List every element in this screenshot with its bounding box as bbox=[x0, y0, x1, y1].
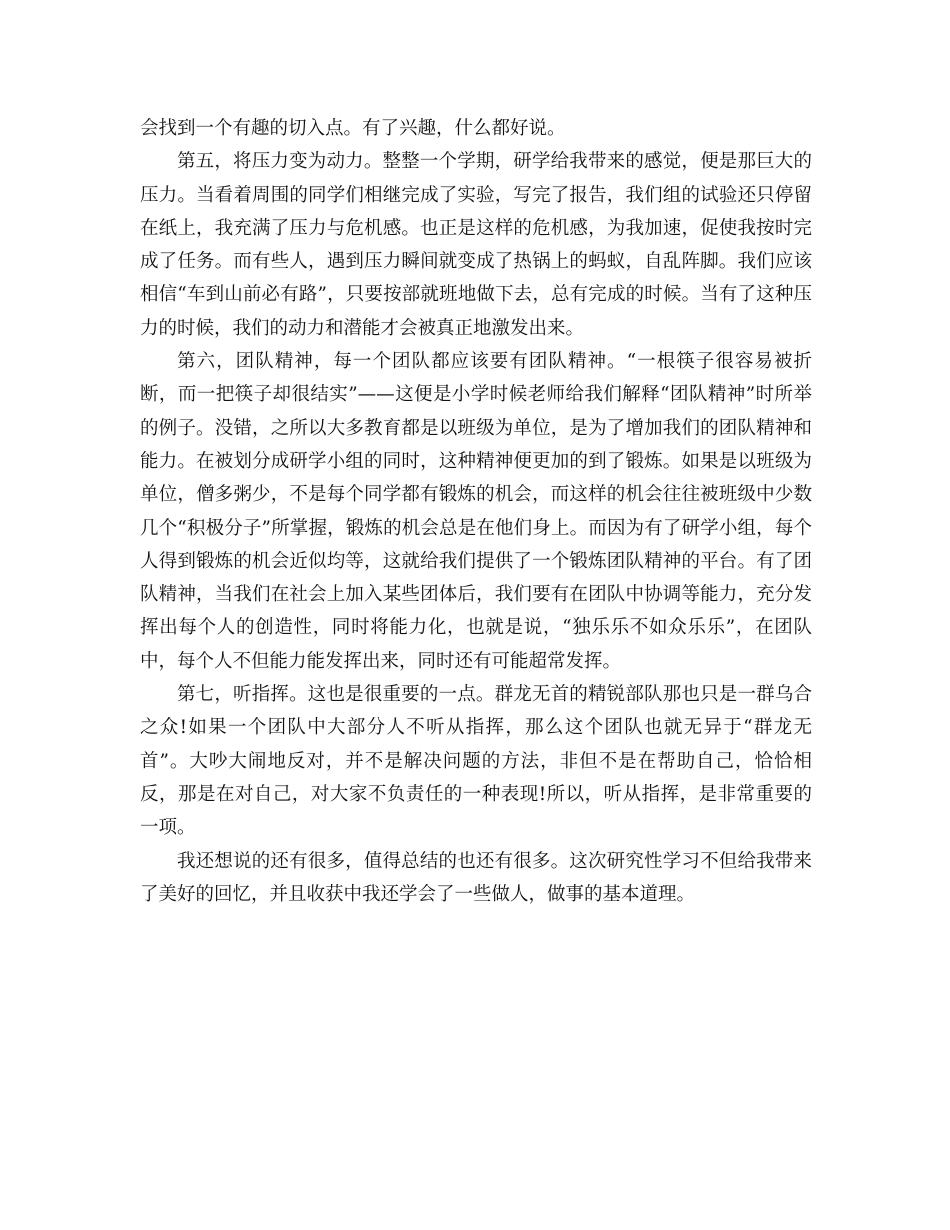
paragraph-continuation: 会找到一个有趣的切入点。有了兴趣，什么都好说。 bbox=[140, 118, 566, 139]
document-body bbox=[140, 112, 812, 911]
paragraph-fifth-point: 第五，将压力变为动力。整整一个学期，研学给我带来的感觉，便是那巨大的压力。当看着周围的同学们相继完成了实验，写完了报告，我们组的试验还只停留在纸上，我充满了压力与危机感。也正是这样的危机感，为我加速，促使我按时完成了任务。而有些人，遇到压力瞬间就变成了热锅上的蚂蚁，自乱阵脚。我们应该相信“车到山前必有路”，只要按部就班地做下去，总有完成的时候。当有了这种压力的时候，我们的动力和潜能才会被真正地激发出来。 bbox=[140, 151, 812, 339]
paragraph-seventh-point: 第七，听指挥。这也是很重要的一点。群龙无首的精锐部队那也只是一群乌合之众!如果一个团队中大部分人不听从指挥，那么这个团队也就无异于“群龙无首”。大吵大闹地反对，并不是解决问题的方法，非但不是在帮助自己，恰恰相反，那是在对自己，对大家不负责任的一种表现!所以，听从指挥，是非常重要的一项。 bbox=[140, 684, 812, 839]
paragraph-conclusion: 我还想说的还有很多，值得总结的也还有很多。这次研究性学习不但给我带来了美好的回忆，并且收获中我还学会了一些做人，做事的基本道理。 bbox=[140, 850, 812, 905]
paragraph-sixth-point: 第六，团队精神，每一个团队都应该要有团队精神。“一根筷子很容易被折断，而一把筷子却很结实”——这便是小学时候老师给我们解释“团队精神”时所举的例子。没错，之所以大多教育都是以班级为单位，是为了增加我们的团队精神和能力。在被划分成研学小组的同时，这种精神便更加的到了锻炼。如果是以班级为单位，僧多粥少，不是每个同学都有锻炼的机会，而这样的机会往往被班级中少数几个“积极分子”所掌握，锻炼的机会总是在他们身上。而因为有了研学小组，每个人得到锻炼的机会近似均等，这就给我们提供了一个锻炼团队精神的平台。有了团队精神，当我们在社会上加入某些团体后，我们要有在团队中协调等能力，充分发挥出每个人的创造性，同时将能力化，也就是说，“独乐乐不如众乐乐”，在团队中，每个人不但能力能发挥出来，同时还有可能超常发挥。 bbox=[140, 351, 812, 672]
